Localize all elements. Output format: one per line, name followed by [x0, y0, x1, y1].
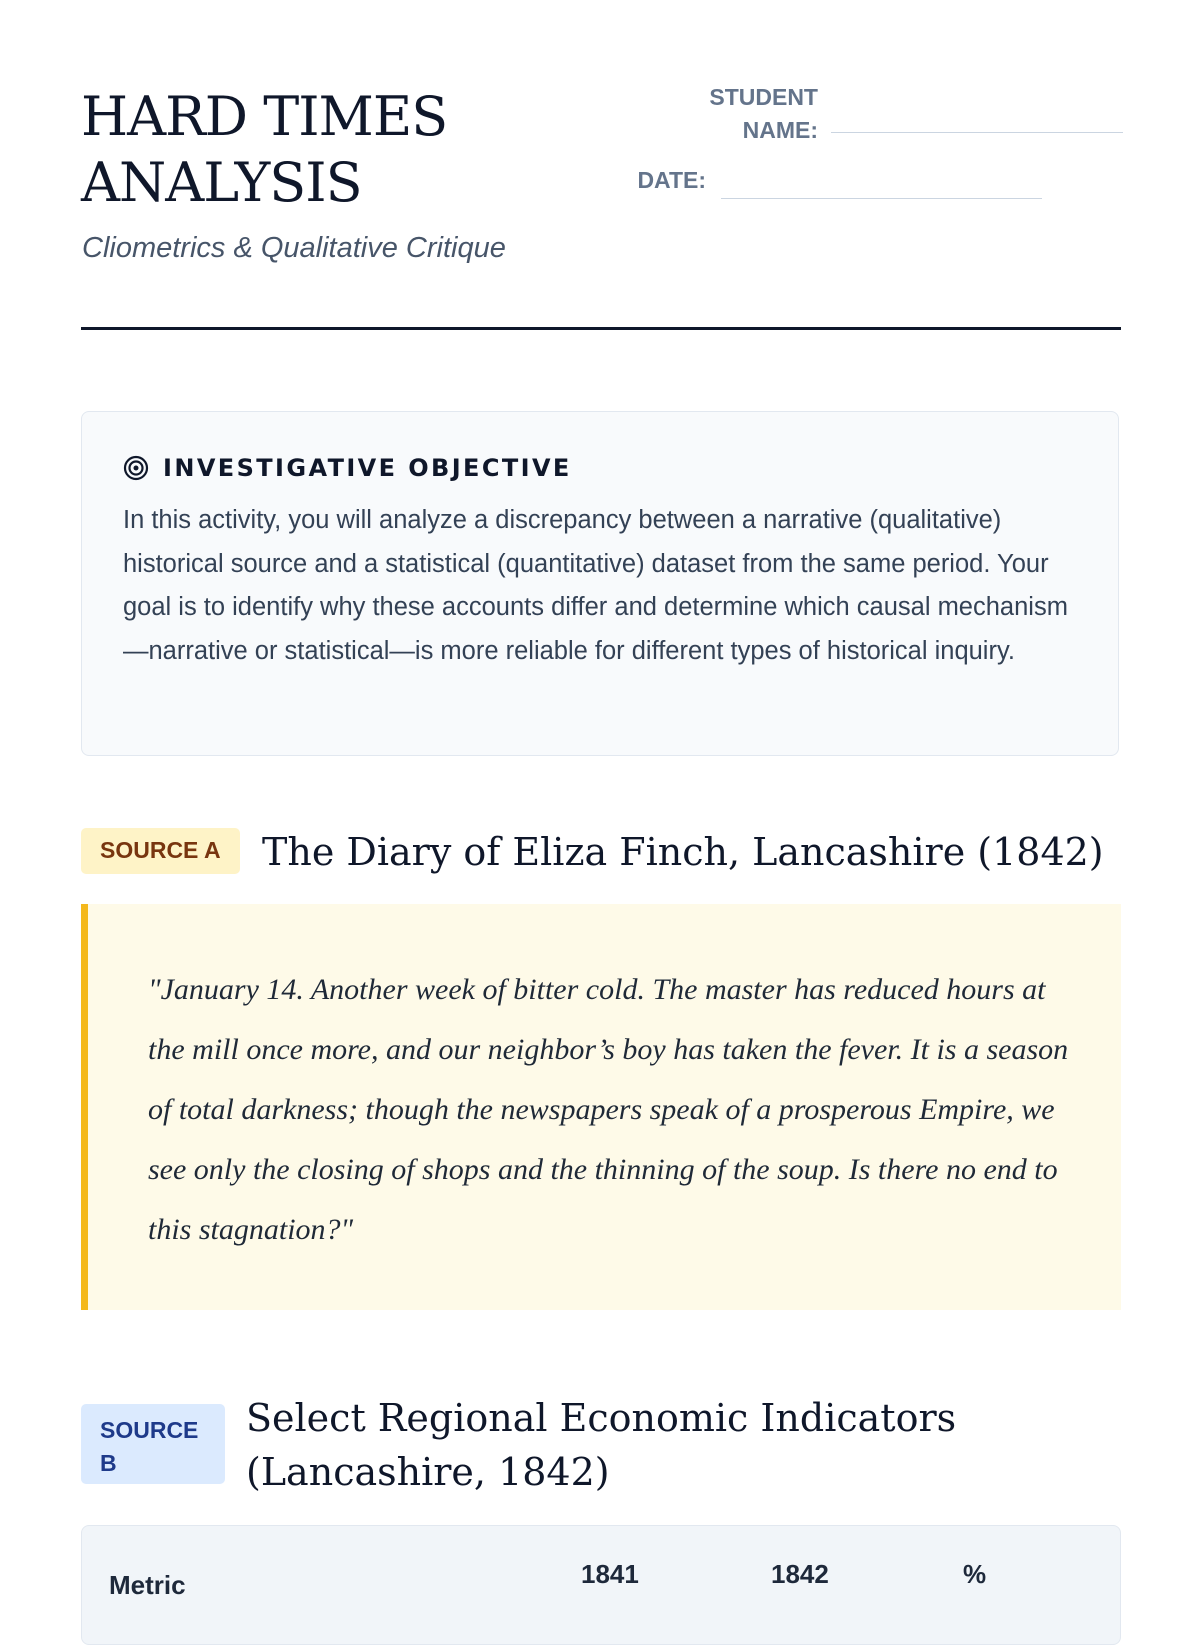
date-label: DATE:	[637, 167, 706, 193]
title-line-2: ANALYSIS	[81, 151, 362, 214]
indicators-table	[81, 1525, 1121, 1645]
student-name-label	[660, 81, 818, 147]
date-field[interactable]	[721, 198, 1042, 199]
title-line-1: HARD TIMES	[81, 85, 448, 148]
table-header-percent: %	[963, 1559, 987, 1589]
source-a-quote: "January 14. Another week of bitter cold. The master has reduced hours at the mill once more, and our neighbor’s boy has taken the fever. It is a season of total darkness; though the newspapers speak of a prosperous Empire, we see only the closing of shops and the thinning of the soup. Is there no end to this stagnation?"	[148, 973, 1069, 1246]
table-header-metric: Metric	[109, 1570, 186, 1600]
student-name-label-line-1: STUDENT	[709, 84, 818, 110]
table-header-1842: 1842	[771, 1559, 829, 1589]
objective-text: In this activity, you will analyze a discrepancy between a narrative (qualitative) historical source and a statistical (quantitative) dataset from the same period. Your goal is to identify why these accounts differ and determine which causal mechanism—narrative or statistical—is more reliable for different types of historical inquiry.	[123, 506, 1068, 665]
objective-title: INVESTIGATIVE OBJECTIVE	[163, 454, 572, 482]
target-icon	[123, 455, 149, 481]
source-b-badge-line-2: B	[100, 1450, 117, 1476]
student-name-label-line-2: NAME:	[742, 117, 818, 143]
header-divider	[81, 327, 1121, 330]
source-b-title: Select Regional Economic Indicators (Lancashire, 1842)	[246, 1396, 957, 1494]
student-name-field[interactable]	[831, 132, 1123, 133]
source-a-quote-box	[81, 904, 1121, 1310]
source-a-badge: SOURCE A	[81, 828, 240, 874]
page-title	[81, 84, 447, 216]
page-subtitle: Cliometrics & Qualitative Critique	[82, 232, 506, 264]
source-a-title: The Diary of Eliza Finch, Lancashire (1842)	[262, 830, 1104, 874]
objective-panel	[81, 411, 1119, 756]
objective-header	[123, 454, 572, 482]
table-header-1841: 1841	[581, 1559, 639, 1589]
source-b-badge	[81, 1404, 225, 1484]
source-b-badge-line-1: SOURCE	[100, 1417, 199, 1443]
